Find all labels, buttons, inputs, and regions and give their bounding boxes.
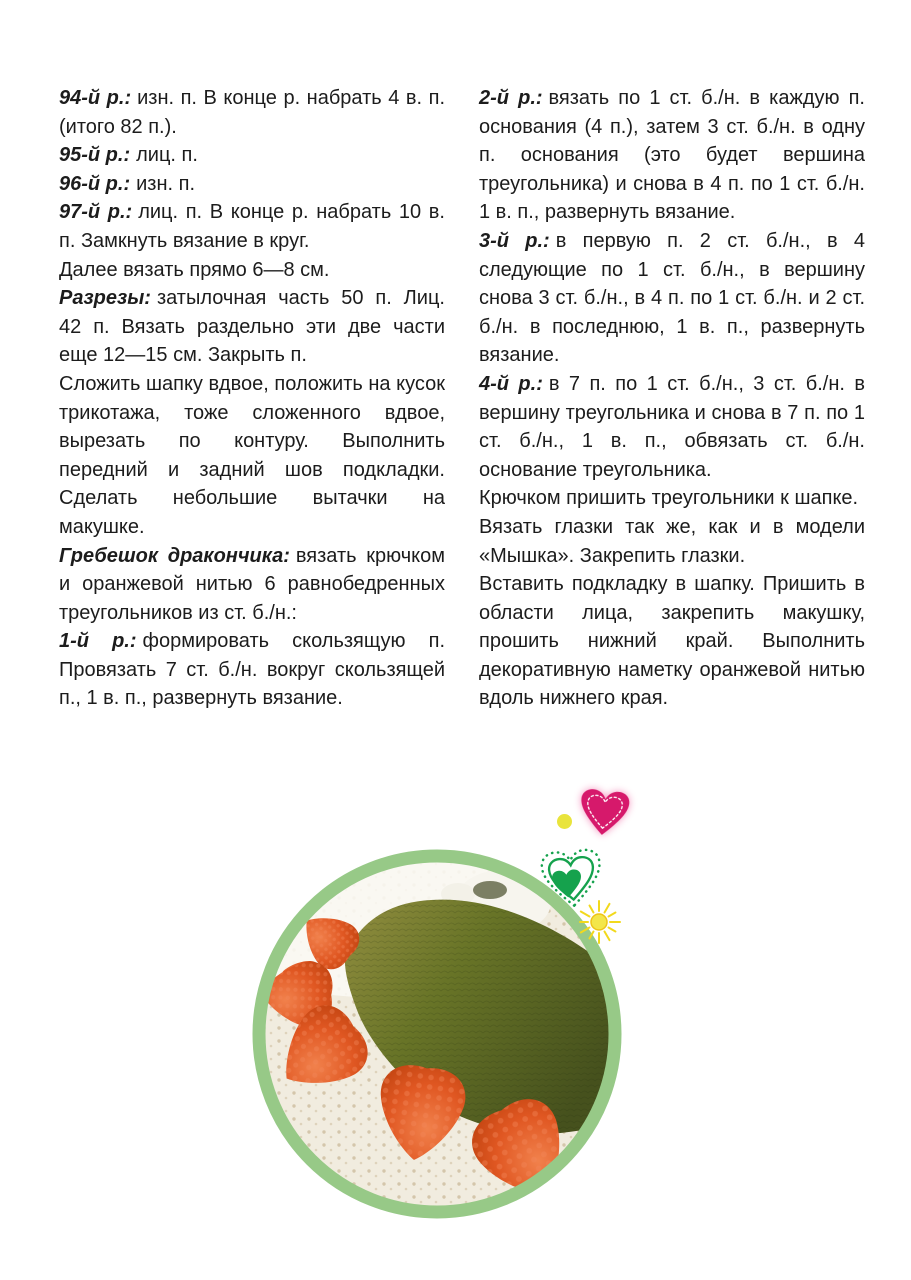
dark-detail bbox=[473, 881, 507, 899]
row-label: 97-й р.: bbox=[59, 201, 133, 224]
paragraph bbox=[479, 370, 865, 484]
row-text: Сложить шапку вдвое, положить на кусок трикотажа, тоже сложенного вдвое, вырезать по контуру. Выполнить передний и задний шов подкладки. Сделать небольшие вытачки на макушке. bbox=[59, 372, 445, 538]
paragraph bbox=[59, 284, 445, 370]
paragraph bbox=[479, 484, 865, 513]
row-text: вязать крючком и оранжевой нитью 6 равнобедренных треугольников из ст. б./н.: bbox=[59, 544, 445, 624]
instruction-text bbox=[59, 84, 865, 713]
paragraph bbox=[59, 198, 445, 255]
row-label: 4-й р.: bbox=[479, 372, 543, 395]
paragraph bbox=[59, 84, 445, 141]
paragraph bbox=[59, 170, 445, 199]
row-text: в первую п. 2 ст. б./н., в 4 следующие по 1 ст. б./н., в вершину снова 3 ст. б./н., в 4 п. по 1 ст. б./н. и 2 ст. б./н. в последнюю, 1 в. п., развернуть вязание. bbox=[479, 229, 865, 367]
paragraph bbox=[59, 542, 445, 628]
row-label: 1-й р.: bbox=[59, 630, 137, 653]
row-label: 94-й р.: bbox=[59, 87, 132, 109]
paragraph bbox=[59, 141, 445, 170]
section-label: Разрезы: bbox=[59, 287, 151, 310]
pink-heart-icon bbox=[576, 786, 633, 841]
row-label: 2-й р.: bbox=[479, 87, 543, 109]
paragraph bbox=[479, 570, 865, 713]
row-text: вязать по 1 ст. б./н. в каждую п. основания (4 п.), затем 3 ст. б./н. в одну п. основания (это будет вершина треугольника) и снова в 4 п. по 1 ст. б./н. 1 в. п., развернуть вязание. bbox=[479, 87, 865, 224]
row-text: Далее вязать прямо 6—8 см. bbox=[59, 258, 330, 281]
row-text: затылочная часть 50 п. Лиц. 42 п. Вязать раздельно эти две части еще 12—15 см. Закрыть п. bbox=[59, 287, 445, 367]
row-text: лиц. п. bbox=[136, 144, 198, 167]
paragraph bbox=[479, 513, 865, 570]
paragraph bbox=[479, 227, 865, 370]
sun-icon bbox=[576, 899, 622, 945]
paragraph bbox=[59, 370, 445, 542]
paragraph bbox=[479, 84, 865, 227]
section-label: Гребешок дракончика: bbox=[59, 544, 290, 567]
row-text: лиц. п. В конце р. набрать 10 в. п. Замкнуть вязание в круг. bbox=[59, 201, 445, 252]
row-text: Крючком пришить треугольники к шапке. bbox=[479, 487, 859, 510]
row-text: Вставить подкладку в шапку. Пришить в области лица, закрепить макушку, прошить нижний край. Выполнить декоративную наметку оранжевой нитью вдоль нижнего края. bbox=[479, 573, 865, 710]
paragraph bbox=[59, 256, 445, 285]
yellow-dot-icon bbox=[557, 814, 572, 829]
row-text: изн. п. В конце р. набрать 4 в. п. (итого 82 п.). bbox=[59, 87, 445, 138]
row-text: в 7 п. по 1 ст. б./н., 3 ст. б./н. в вершину треугольника и снова в 7 п. по 1 ст. б./н., 1 в. п., обвязать ст. б./н. основание треугольника. bbox=[479, 372, 866, 481]
row-label: 95-й р.: bbox=[59, 144, 131, 167]
row-label: 96-й р.: bbox=[59, 172, 131, 195]
paragraph bbox=[59, 627, 445, 713]
row-text: изн. п. bbox=[136, 172, 196, 195]
right-column bbox=[479, 84, 865, 713]
row-label: 3-й р.: bbox=[479, 229, 550, 252]
row-text: Вязать глазки так же, как и в модели «Мышка». Закрепить глазки. bbox=[479, 515, 865, 567]
left-column bbox=[59, 84, 445, 713]
row-text: формировать скользящую п. Провязать 7 ст. б./н. вокруг скользящей п., 1 в. п., развернуть вязание. bbox=[59, 630, 445, 710]
